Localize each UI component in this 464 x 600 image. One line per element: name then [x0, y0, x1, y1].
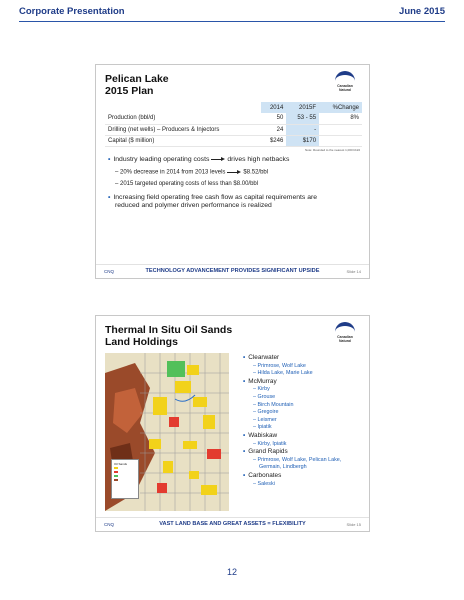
table-cell: $246 — [261, 135, 287, 146]
bullet-icon: • — [108, 156, 111, 163]
bullet-text: drives high netbacks — [227, 156, 290, 163]
slide-pelican-lake — [95, 64, 370, 279]
formation-area: – Kirby, Ipiatik — [253, 440, 287, 447]
slide-title — [105, 324, 232, 348]
bullet-text: Increasing field operating free cash flow as capital requirements are — [113, 194, 318, 201]
legend-swatch — [114, 479, 118, 482]
bullet-icon: • — [243, 354, 246, 361]
table-cell: Drilling (net wells) – Producers & Injectors — [105, 124, 261, 135]
logo-arc-icon — [335, 71, 355, 83]
slide-title-line1: Pelican Lake — [105, 73, 169, 85]
formation-area: Germain, Lindbergh — [259, 464, 307, 471]
table-cell: 53 - 55 — [286, 113, 319, 124]
formation-area: – Kirby — [253, 386, 270, 393]
table-cell: 50 — [261, 113, 287, 124]
formation-name: Wabiskaw — [248, 431, 278, 439]
footer-ticker: CNQ — [104, 269, 114, 274]
table-cell: $170 — [286, 135, 319, 146]
bullet-operating-costs — [108, 156, 289, 164]
formation-area: – Gregoire — [253, 409, 279, 416]
arrow-right-icon — [227, 169, 241, 175]
table-cell: 24 — [261, 124, 287, 135]
list-item — [243, 354, 365, 363]
logo-text: Canadian Natural — [337, 335, 353, 343]
table-cell — [319, 135, 362, 146]
formation-list — [243, 354, 365, 488]
header-divider — [19, 21, 445, 22]
bullet-icon: • — [243, 431, 246, 439]
formation-area: – Saleski — [253, 480, 275, 487]
table-row — [105, 124, 362, 135]
header-date: June 2015 — [399, 6, 445, 17]
table-cell — [319, 124, 362, 135]
table-header-blank — [105, 102, 261, 113]
footer-slide-number: Slide 15 — [346, 522, 361, 527]
table-cell: - — [286, 124, 319, 135]
slide-title-line2: Land Holdings — [105, 336, 178, 348]
footer-slide-number: Slide 14 — [346, 269, 361, 274]
formation-name: McMurray — [248, 377, 277, 385]
slide-title-line2: 2015 Plan — [105, 85, 154, 97]
sub-bullet-text: $8.52/bbl — [243, 169, 269, 176]
bullet-icon: • — [108, 194, 111, 201]
header-title: Corporate Presentation — [19, 6, 125, 17]
table-row — [105, 135, 362, 146]
logo-arc-icon — [335, 322, 355, 334]
company-logo — [331, 71, 359, 91]
list-item — [243, 378, 365, 387]
legend-title: Oil Sands — [114, 462, 128, 466]
formation-area: – Birch Mountain — [253, 401, 294, 408]
formation-name: Carbonates — [248, 471, 282, 479]
sub-bullet-text: – 20% decrease in 2014 from 2013 levels — [115, 169, 226, 176]
slide-footer — [96, 264, 369, 278]
slide-title-line1: Thermal In Situ Oil Sands — [105, 324, 233, 336]
formation-name: Clearwater — [248, 354, 280, 361]
formation-area: – Leismer — [253, 416, 277, 423]
page-number: 12 — [226, 567, 237, 577]
formation-area: – Ipiatik — [253, 424, 272, 431]
bullet-icon: • — [243, 377, 246, 385]
footer-tagline: TECHNOLOGY ADVANCEMENT PROVIDES SIGNIFICANT UPSIDE — [145, 268, 320, 274]
footer-ticker: CNQ — [104, 522, 114, 527]
table-header-2014: 2014 — [261, 102, 287, 113]
table-header-2015f: 2015F — [286, 102, 319, 113]
sub-bullet-target: – 2015 targeted operating costs of less than $8.00/bbl — [115, 181, 259, 187]
formation-area: – Hilda Lake, Marie Lake — [253, 370, 313, 377]
formation-area: – Primrose, Wolf Lake — [253, 362, 306, 369]
legend-swatch-row — [114, 478, 136, 482]
table-cell: Production (bbl/d) — [105, 113, 261, 124]
footer-tagline: VAST LAND BASE AND GREAT ASSETS = FLEXIBILITY — [159, 521, 306, 527]
table-cell: 8% — [319, 113, 362, 124]
formation-area: – Primrose, Wolf Lake, Pelican Lake, — [253, 456, 342, 463]
formation-area: – Grouse — [253, 393, 276, 400]
table-row — [105, 113, 362, 124]
sub-bullet-decrease — [115, 169, 268, 176]
table-header-change: %Change — [319, 102, 362, 113]
bullet-free-cash-flow — [108, 194, 317, 211]
slide-title — [105, 73, 169, 97]
table-cell: Capital ($ million) — [105, 135, 261, 146]
company-logo — [331, 322, 359, 342]
logo-text: Canadian Natural — [337, 84, 353, 92]
formation-name: Grand Rapids — [248, 448, 288, 456]
bullet-text: Industry leading operating costs — [113, 156, 210, 163]
bullet-text: reduced and polymer driven performance is realized — [115, 202, 272, 210]
list-item — [243, 472, 365, 481]
table-note: Note: Rounded to the nearest 1,000 bbl/d — [304, 148, 360, 152]
slide-thermal-in-situ — [95, 315, 370, 532]
slide-footer — [96, 517, 369, 531]
list-item — [243, 448, 365, 457]
list-item — [243, 432, 365, 441]
arrow-right-icon — [211, 156, 225, 162]
bullet-icon: • — [243, 448, 246, 456]
map-legend — [111, 459, 139, 499]
plan-table — [105, 102, 362, 147]
bullet-icon: • — [243, 471, 246, 479]
land-holdings-map — [105, 353, 229, 511]
